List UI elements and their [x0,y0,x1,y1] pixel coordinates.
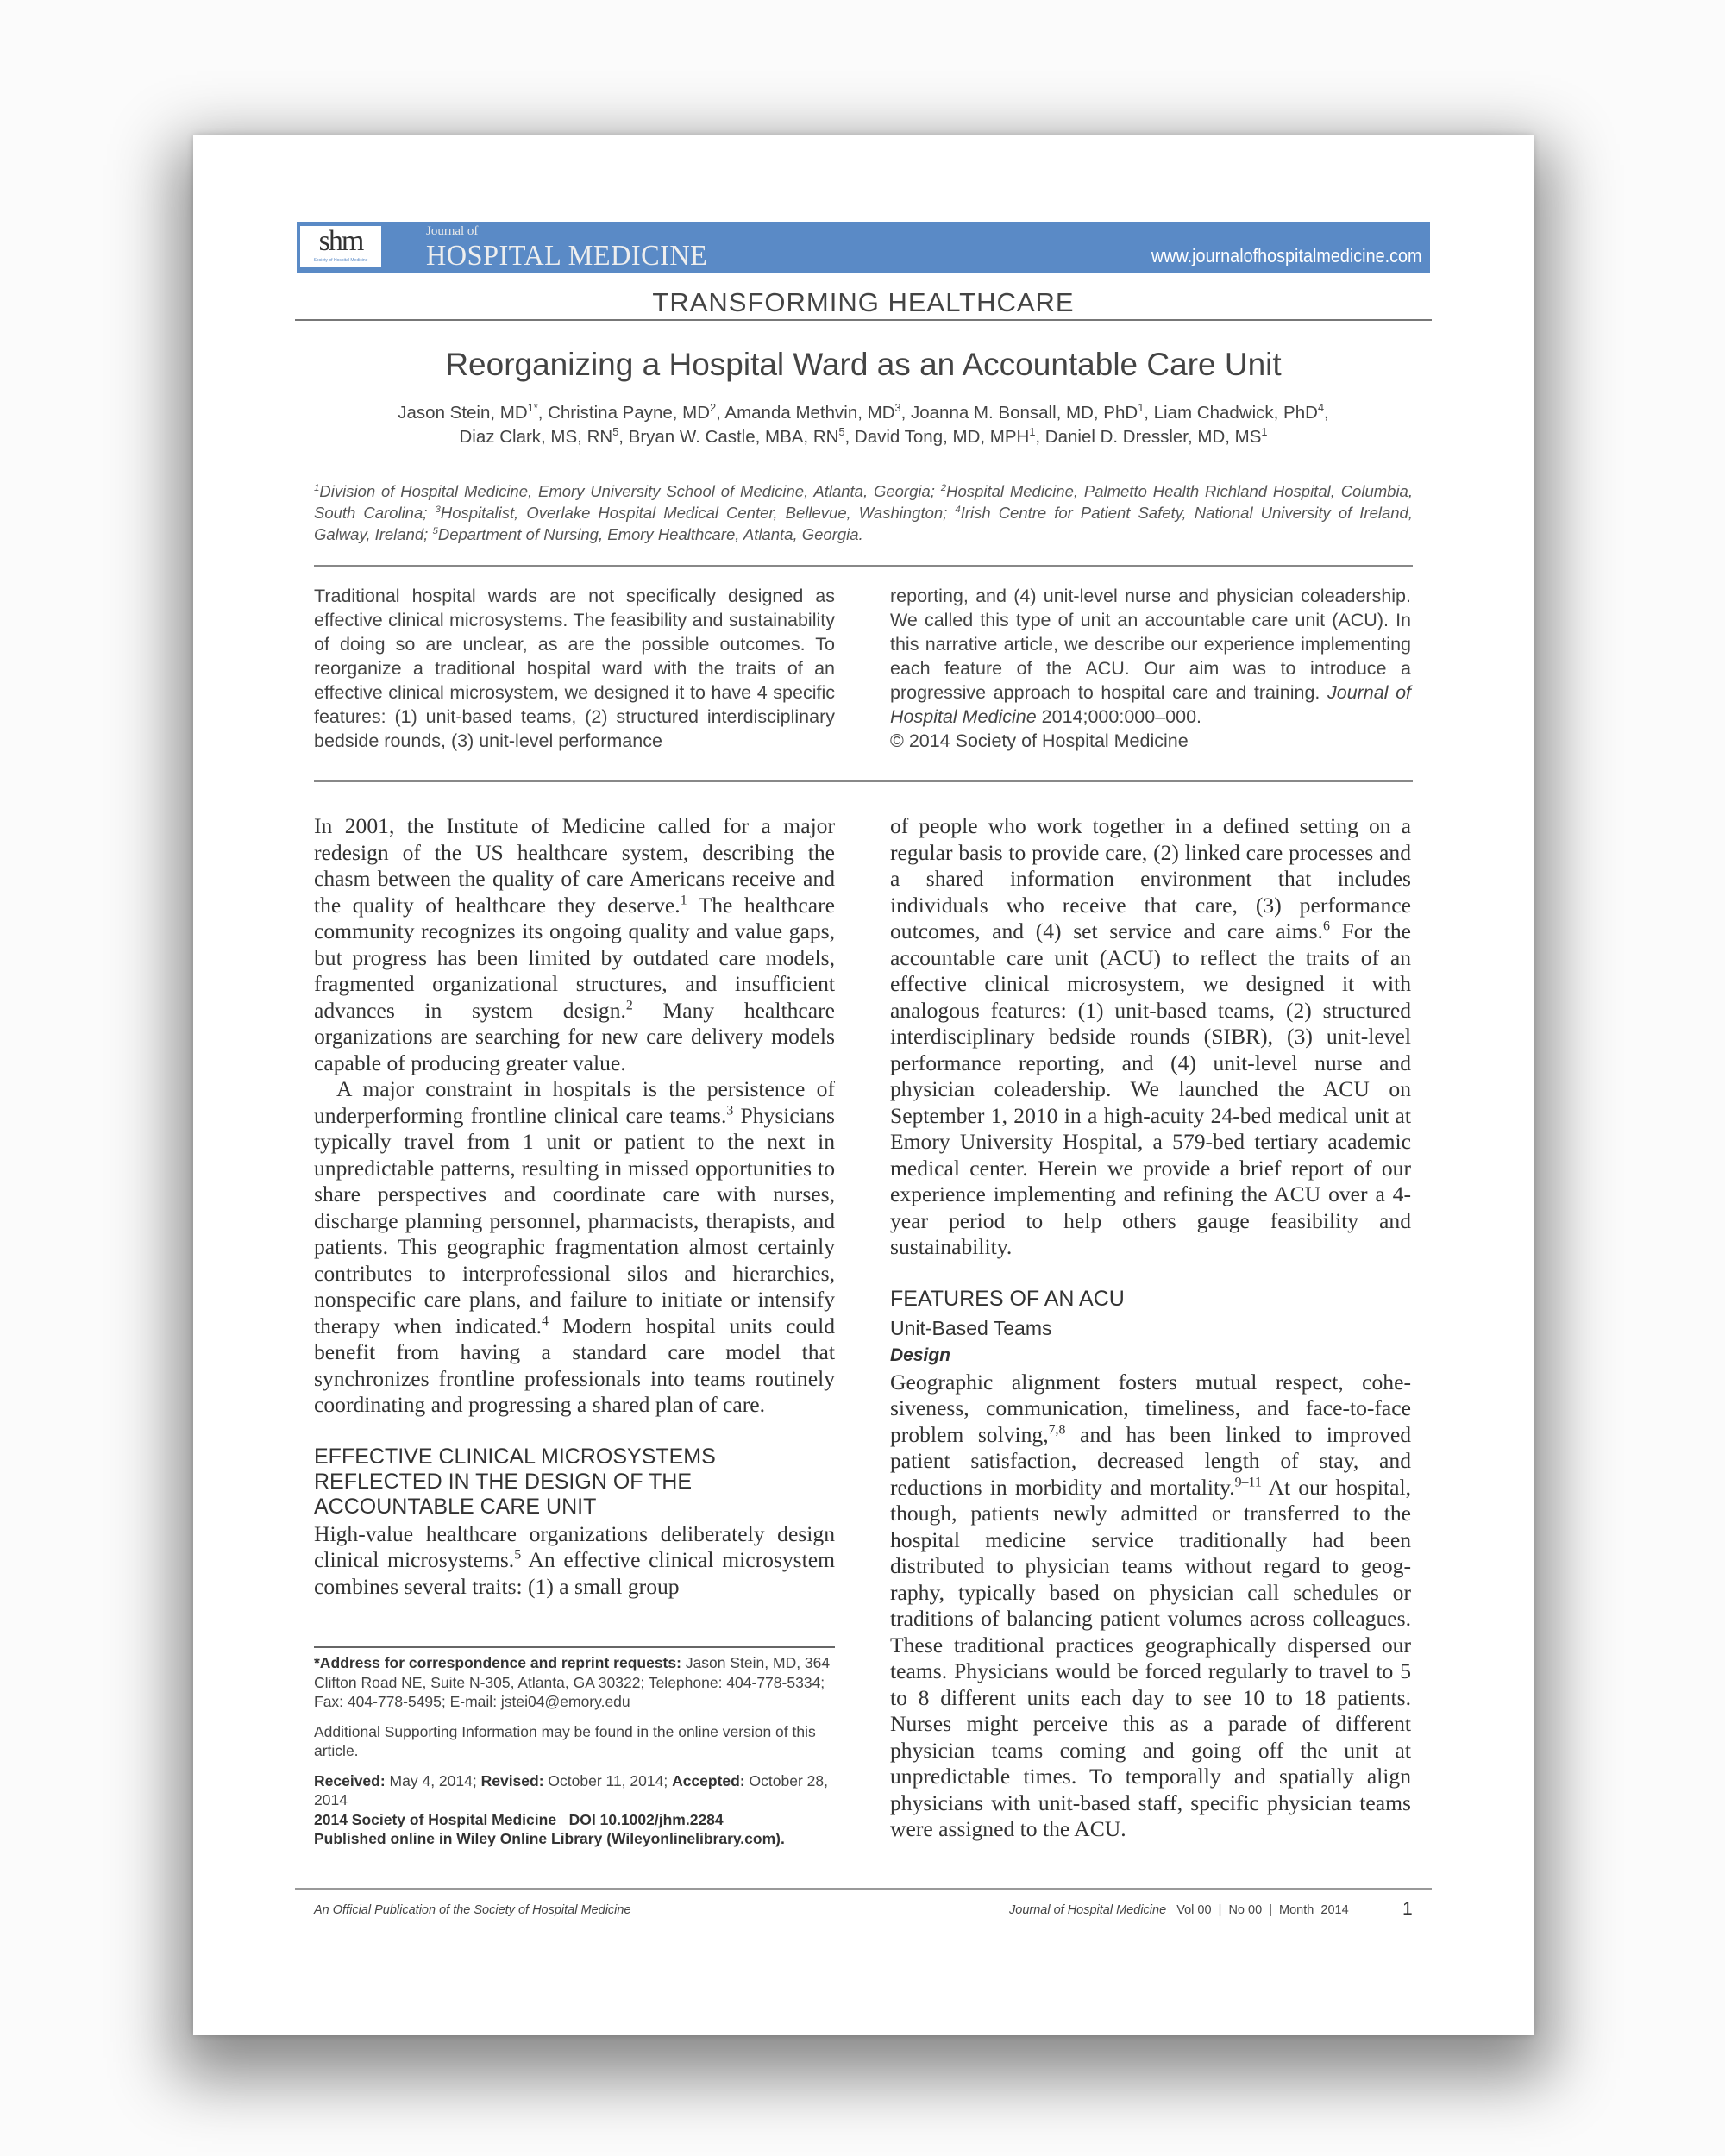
body-paragraph [890,813,1411,1261]
superscript-ref: 2 [625,997,633,1012]
text-run: Jason Stein, MD [398,403,528,423]
shm-logo: shm Society of Hospital Medicine [300,226,381,267]
correspondence-note: *Address for correspondence and reprint requests: Jason Stein, MD, 364 Clifton Road NE, Suite N-305, Atlanta, GA 30322; Telephone: 404-778-5334; Fax: 404-778-5495; E-mail: jstei04@emory.edu [314,1654,831,1710]
body-paragraph [314,1076,835,1419]
dates-note: Received: May 4, 2014; Revised: October 11, 2014; Accepted: October 28, 2014 [314,1771,828,1808]
superscript-ref: 4 [955,504,961,515]
text-run: Hospitalist, Overlake Hospital Medical Center, Bellevue, Washington; [440,504,956,522]
text-run: A major constraint in hospitals is the persistence of underperforming frontline clinical care teams. [314,1076,835,1128]
superscript-ref: 1 [1029,425,1036,439]
superscript-ref: 6 [1322,918,1330,934]
text-run: and has been linked to improved patient satisfaction, decreased length of stay, and reductions in morbidity and mortality. [890,1421,1411,1500]
document-page [193,135,1534,2035]
subsection-heading: Unit-Based Teams [890,1316,1052,1339]
text-run: The healthcare community recognizes its ongoing quality and value gaps, but progress has been limited by outdated care models, fragmented organizational structures, and insufficient advances in system design. [314,892,835,1023]
text-run: , Daniel D. Dressler, MD, MS [1035,427,1262,447]
author-line [279,401,1447,425]
subsubsection-heading: Design [890,1345,951,1365]
text-run: Many healthcare organizations are searching for new care delivery models capable of producing greater value. [314,997,835,1075]
footer-divider [295,1888,1432,1890]
superscript-ref: 4 [1317,401,1325,415]
abstract-right: reporting, and (4) unit-level nurse and physician coleadership. We called this type of unit an accountable care unit (ACU). In this narrative article, we describe our experience implementing each feature of the ACU. Our aim was to introduce a progressive approach to hospital care and training. Journal of Hospital Medicine 2014;000:000–000. © 2014 Society of Hospital Medicine [890,586,1411,751]
footer-publication: An Official Publication of the Society of Hospital Medicine [314,1903,631,1917]
body-paragraph [314,813,835,1076]
superscript-ref: 3 [435,504,441,515]
superscript-ref: 5 [612,425,619,439]
abstract-citation-journal: Journal of Hospital Medicine [890,682,1411,727]
text-run: An effective clinical microsystem combines several traits: (1) a small group [314,1547,835,1599]
text-run: Division of Hospital Medicine, Emory University School of Medicine, Atlanta, Georgia; [319,482,941,500]
superscript-ref: 5 [514,1547,522,1563]
author-line [279,425,1447,449]
text-run: At our hospital, though, patients newly admitted or transferred to the hospital medicine service traditionally had been distributed to physician teams without regard to geography, typically based on physician call schedules or traditions of balancing patient volumes across colleagues. These traditional practices geographically dispersed our teams. Physicians would be forced regularly to travel to 5 to 8 different units each day to see 10 to 18 patients. Nurses might perceive this as a parade of different physician teams coming and going off the unit at unpredictable times. To temporally and spatially align physicians with unit-based staff, specific physician teams were assigned to the ACU. [890,1474,1411,1841]
text-run: , Amanda Methvin, MD [716,403,895,423]
journal-of-label: Journal of [426,224,479,238]
affiliations [314,480,1413,545]
text-run: , Joanna M. Bonsall, MD, PhD [900,403,1138,423]
text-run: Hospital Medicine, Palmetto Health Richland Hospital, Columbia, South Carolina; [314,482,1413,522]
footnote-divider [314,1646,835,1648]
footnotes [314,1653,835,1849]
text-run: Department of Nursing, Emory Healthcare, Atlanta, Georgia. [437,525,863,543]
text-run: Physicians typically travel from 1 unit or patient to the next in unpredictable patterns, resulting in missed opportunities to share perspectives and coordinate care with nurses, discharge planning personnel, pharmacists, therapists, and patients. This geographic fragmentation almost certainly contributes to interprofessional silos and hierarchies, nonspecific care plans, and failure to initiate or intensify therapy when indicated. [314,1102,835,1338]
text-run: , Bryan W. Castle, MBA, RN [618,427,839,447]
text-run: , David Tong, MD, MPH [844,427,1030,447]
text-run: High-value healthcare organizations deliberately design clinical microsystems. [314,1520,835,1572]
superscript-ref: 4 [542,1313,549,1328]
superscript-ref: 5 [838,425,845,439]
text-run: , Christina Payne, MD [537,403,711,423]
abstract-top-divider [314,565,1413,567]
page-number: 1 [1402,1899,1413,1919]
superscript-ref: 3 [726,1102,734,1118]
text-run: Diaz Clark, MS, RN [459,427,613,447]
section-divider [295,319,1432,321]
text-run: , Liam Chadwick, PhD [1144,403,1318,423]
superscript-ref: 9–11 [1234,1474,1262,1489]
journal-url[interactable]: www.journalofhospitalmedicine.com [1151,245,1421,266]
author-list [279,401,1447,449]
article-title: Reorganizing a Hospital Ward as an Accountable Care Unit [445,347,1282,382]
published-note: Published online in Wiley Online Library (Wileyonlinelibrary.com). [314,1830,785,1847]
superscript-ref: 1 [680,892,687,907]
text-run: of people who work together in a defined setting on a regular basis to provide care, (2) linked care processes and a shared information environment that includes individuals who receive that care, (3) performance outcomes, and (4) set service and care aims. [890,813,1411,943]
superscript-ref: 5 [432,525,438,536]
superscript-ref: 3 [894,401,901,415]
body-column-left [314,813,835,1600]
doi-note: 2014 Society of Hospital Medicine DOI 10.1002/jhm.2284 [314,1810,724,1828]
body-paragraph [890,1369,1411,1843]
section-label: TRANSFORMING HEALTHCARE [652,287,1075,317]
footer-issue: Journal of Hospital Medicine Vol 00 | No 00 | Month 2014 [1009,1903,1349,1917]
section-heading: EFFECTIVE CLINICAL MICROSYSTEMS REFLECTED IN THE DESIGN OF THE ACCOUNTABLE CARE UNIT [314,1444,716,1519]
superscript-ref: 1 [1138,401,1145,415]
text-run: Irish Centre for Patient Safety, National University of Ireland, Galway, Ireland; [314,504,1413,543]
superscript-ref: 7,8 [1048,1421,1066,1437]
abstract-copyright: © 2014 Society of Hospital Medicine [890,730,1189,751]
text-run: , [1324,403,1329,423]
text-run: In 2001, the Institute of Medicine called for a major redesign of the US healthcare system, describing the chasm between the quality of care Americans receive and the quality of healthcare they deserve. [314,813,835,918]
body-column-right [890,813,1411,1843]
text-run: Modern hospital units could benefit from having a standard care model that synchronizes frontline professionals into teams routinely coordinating and progressing a shared plan of care. [314,1313,835,1417]
journal-name: HOSPITAL MEDICINE [426,240,708,272]
journal-banner [297,222,1430,273]
superscript-ref: 2 [940,482,947,493]
supporting-info-note: Additional Supporting Information may be found in the online version of this article. [314,1722,816,1759]
text-run: For the accountable care unit (ACU) to reflect the traits of an effective clinical microsystem, we designed it with analogous features: (1) unit-based teams, (2) structured interdisciplinary bedside rounds (SIBR), (3) unit-level performance reporting, and (4) unit-level nurse and physician coleadership. We launched the ACU on September 1, 2010 in a high-acuity 24-bed medical unit at Emory University Hospital, a 579-bed tertiary academic medical center. Herein we provide a brief report of our experience implementing and refining the ACU over a 4-year period to help others gauge feasibility and sustainability. [890,918,1412,1259]
body-paragraph [314,1521,835,1601]
abstract-left: Traditional hospital wards are not specifically designed as effective clinical microsystems. The feasibility and sustainability of doing so are unclear, as are the possible outcomes. To reorganize a traditional hospital ward with the traits of an effective clinical microsystem, we designed it to have 4 specific features: (1) unit-based teams, (2) structured interdisciplinary bedside rounds, (3) unit-level performance [314,586,835,751]
superscript-ref: 1* [527,401,538,415]
superscript-ref: 1 [314,482,320,493]
abstract-bottom-divider [314,780,1413,782]
section-heading: FEATURES OF AN ACU [890,1286,1125,1311]
superscript-ref: 1 [1261,425,1268,439]
superscript-ref: 2 [710,401,717,415]
text-run: Geographic alignment fosters mutual respect, cohesiveness, communication, timeliness, and face-to-face problem solving, [890,1369,1411,1447]
